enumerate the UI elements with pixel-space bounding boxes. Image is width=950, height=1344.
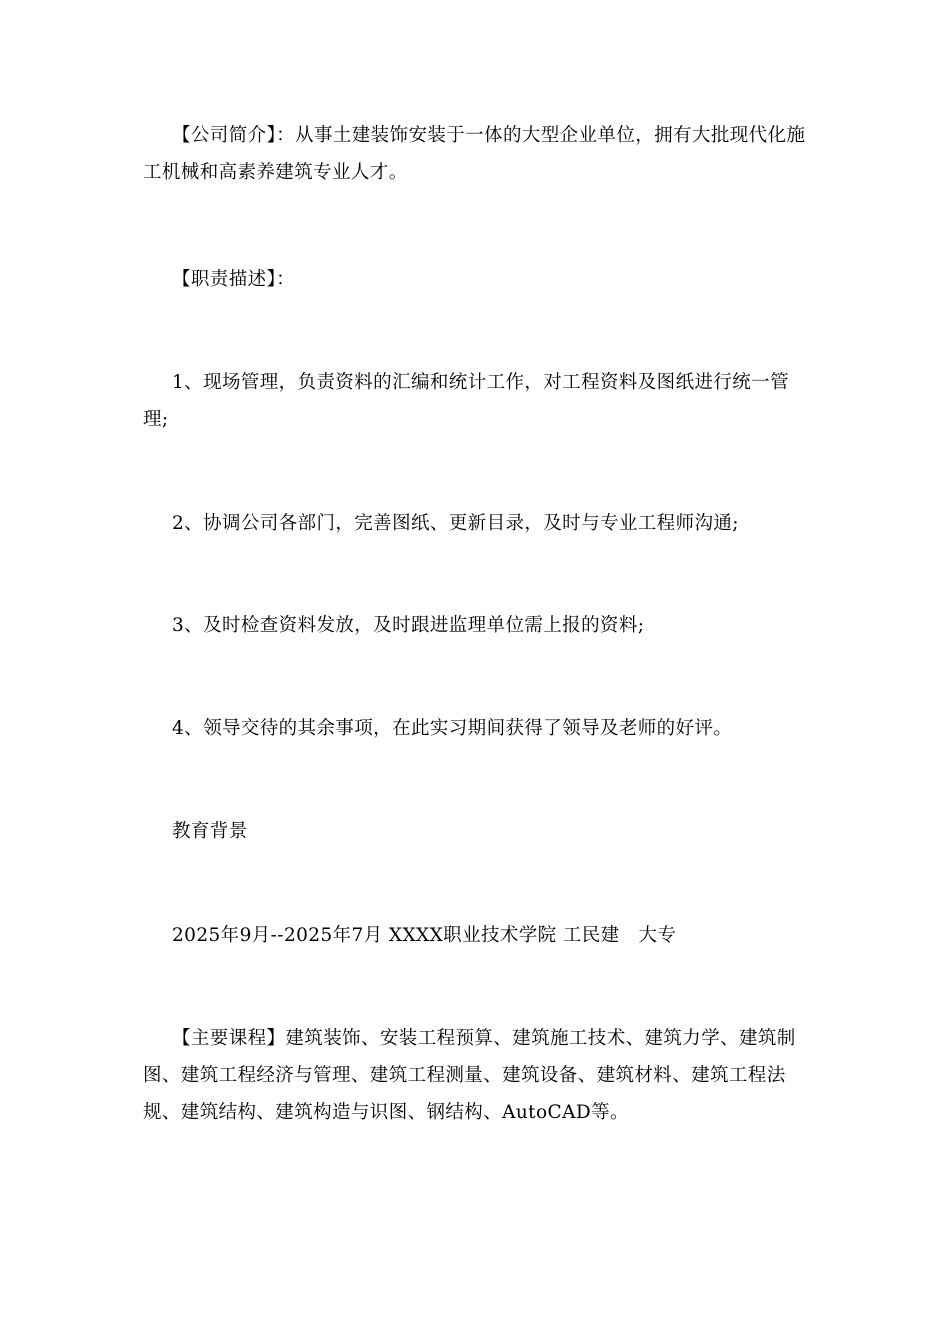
duty-item-2: 2、协调公司各部门，完善图纸、更新目录，及时与专业工程师沟通; [172, 513, 739, 534]
duty-item-1: 1、现场管理，负责资料的汇编和统计工作，对工程资料及图纸进行统一管理; [143, 372, 789, 430]
company-intro-paragraph: 【公司简介】：从事土建装饰安装于一体的大型企业单位，拥有大批现代化施工机械和高素养建筑专业人才。 [143, 125, 806, 183]
main-courses-paragraph: 【主要课程】建筑装饰、安装工程预算、建筑施工技术、建筑力学、建筑制图、建筑工程经济与管理、建筑工程测量、建筑设备、建筑材料、建筑工程法规、建筑结构、建筑构造与识图、钢结构、AutoCAD等。 [143, 1028, 796, 1123]
duty-item-4: 4、领导交待的其余事项，在此实习期间获得了领导及老师的好评。 [172, 718, 733, 739]
duty-item-3: 3、及时检查资料发放，及时跟进监理单位需上报的资料; [172, 615, 645, 636]
education-heading: 教育背景 [172, 821, 248, 842]
duty-heading: 【职责描述】： [172, 269, 296, 290]
education-entry: 2025年9月--2025年7月 XXXX职业技术学院 工民建 大专 [172, 925, 677, 946]
